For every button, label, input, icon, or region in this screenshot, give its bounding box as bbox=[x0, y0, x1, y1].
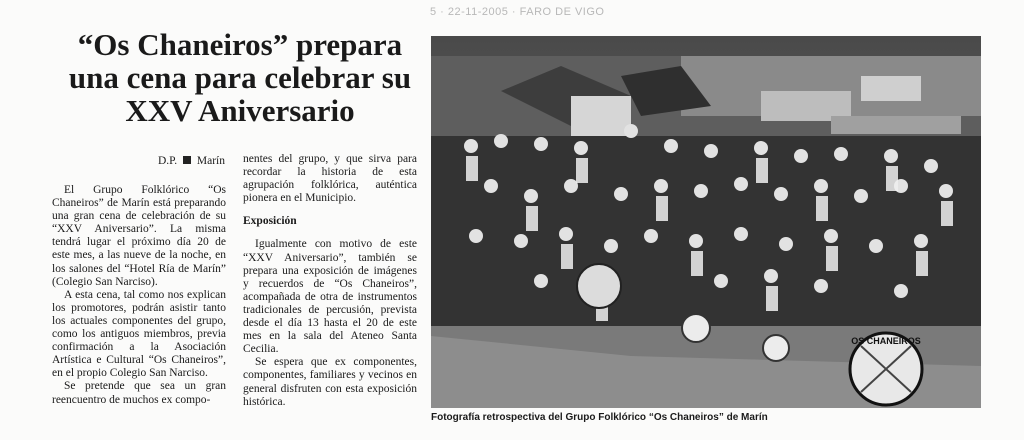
masthead-strip: 5 · 22-11-2005 · FARO DE VIGO bbox=[430, 6, 605, 18]
photo-caption: Fotografía retrospectiva del Grupo Folklórico “Os Chaneiros” de Marín bbox=[431, 412, 768, 423]
photo-illustration bbox=[431, 36, 981, 408]
section-subhead: Exposición bbox=[243, 215, 297, 228]
paragraph: El Grupo Folklórico “Os Chaneiros” de Marín está preparando una gran cena de celebración de su “XXV Aniversario”. La misma tendrá lugar el próximo día 20 de este mes, a las nueve de la noche, en los salones del “Hotel Ría de Marín” (Colegio San Narciso). bbox=[52, 184, 226, 288]
article-column-2 bbox=[243, 153, 417, 409]
paragraph: Se espera que ex componentes, componentes, familiares y vecinos en general disfruten con esta exposición histórica. bbox=[243, 356, 417, 408]
paragraph: A esta cena, tal como nos explican los promotores, podrán asistir tanto los actuales componentes del grupo, como los antiguos miembros, previa confirmación a la Asociación Artística e Cultural “Os Chaneiros”, en el propio Colegio San Narciso. bbox=[52, 288, 226, 380]
paragraph: Igualmente con motivo de este “XXV Aniversario”, también se prepara una exposición de imágenes y recuerdos de “Os Chaneiros”, acompañada de otra de instrumentos tradicionales de percusión, prevista desde el día 13 hasta el 20 de este mes en la sala del Ateneo Santa Cecilia. bbox=[243, 238, 417, 356]
group-photo bbox=[431, 36, 981, 408]
article-headline: “Os Chaneiros” prepara una cena para celebrar su XXV Aniversario bbox=[68, 27, 412, 128]
byline bbox=[60, 155, 225, 167]
byline-author: D.P. bbox=[157, 155, 178, 167]
drum-lettering: OS CHANEIROS bbox=[851, 336, 921, 346]
byline-location: Marín bbox=[196, 155, 225, 167]
paragraph: Se pretende que sea un gran reencuentro de muchos ex compo- bbox=[52, 380, 226, 406]
square-bullet-icon bbox=[183, 156, 191, 164]
article-column-1 bbox=[52, 184, 226, 407]
paragraph-continued: nentes del grupo, y que sirva para recordar la historia de esta agrupación folklórica, auténtica pionera en el Municipio. bbox=[243, 153, 417, 205]
